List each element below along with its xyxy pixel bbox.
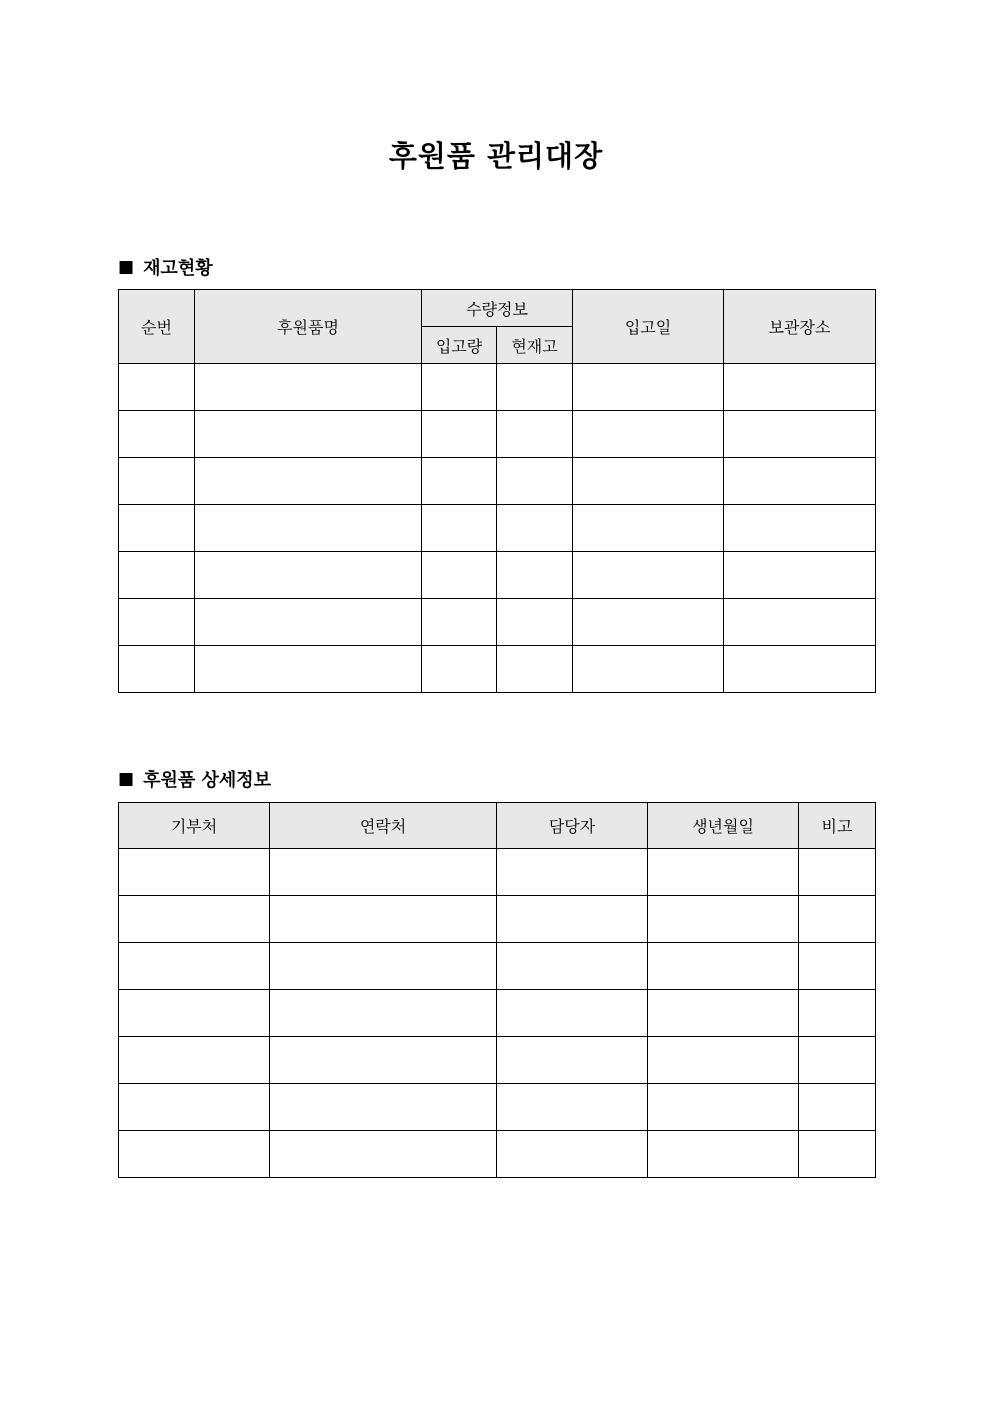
col-header-in-date: 입고일 xyxy=(573,290,724,364)
table-cell[interactable] xyxy=(648,990,799,1037)
table-cell[interactable] xyxy=(648,1131,799,1178)
table-cell[interactable] xyxy=(799,896,876,943)
table-cell[interactable] xyxy=(724,458,876,505)
col-header-contact: 연락처 xyxy=(270,803,497,849)
table-cell[interactable] xyxy=(270,1131,497,1178)
table-cell[interactable] xyxy=(119,364,195,411)
table-cell[interactable] xyxy=(270,943,497,990)
table-cell[interactable] xyxy=(497,896,648,943)
col-header-note: 비고 xyxy=(799,803,876,849)
table-cell[interactable] xyxy=(422,505,497,552)
table-cell[interactable] xyxy=(573,364,724,411)
table-cell[interactable] xyxy=(799,849,876,896)
table-row xyxy=(119,849,876,896)
detail-section-heading xyxy=(118,766,271,792)
stock-section-heading xyxy=(118,254,213,280)
table-cell[interactable] xyxy=(497,458,573,505)
table-cell[interactable] xyxy=(270,1084,497,1131)
table-row xyxy=(119,552,876,599)
table-cell[interactable] xyxy=(497,943,648,990)
table-cell[interactable] xyxy=(648,849,799,896)
col-header-manager: 담당자 xyxy=(497,803,648,849)
table-cell[interactable] xyxy=(119,646,195,693)
col-header-qty-in: 입고량 xyxy=(422,327,497,364)
table-cell[interactable] xyxy=(119,1084,270,1131)
table-cell[interactable] xyxy=(573,411,724,458)
table-cell[interactable] xyxy=(270,896,497,943)
table-cell[interactable] xyxy=(573,599,724,646)
col-header-donor: 기부처 xyxy=(119,803,270,849)
table-row xyxy=(119,599,876,646)
col-header-storage: 보관장소 xyxy=(724,290,876,364)
table-cell[interactable] xyxy=(119,896,270,943)
page-title: 후원품 관리대장 xyxy=(388,139,604,173)
table-row xyxy=(119,943,876,990)
table-cell[interactable] xyxy=(497,1084,648,1131)
table-cell[interactable] xyxy=(497,646,573,693)
table-cell[interactable] xyxy=(195,364,422,411)
table-cell[interactable] xyxy=(497,990,648,1037)
table-cell[interactable] xyxy=(724,552,876,599)
table-cell[interactable] xyxy=(119,943,270,990)
table-cell[interactable] xyxy=(648,1084,799,1131)
table-row xyxy=(119,1037,876,1084)
table-cell[interactable] xyxy=(119,1131,270,1178)
table-cell[interactable] xyxy=(119,599,195,646)
table-cell[interactable] xyxy=(497,364,573,411)
table-cell[interactable] xyxy=(270,849,497,896)
table-cell[interactable] xyxy=(724,646,876,693)
col-header-qty-info: 수량정보 xyxy=(422,290,573,327)
table-row xyxy=(119,411,876,458)
table-cell[interactable] xyxy=(195,552,422,599)
col-header-item-name: 후원품명 xyxy=(195,290,422,364)
col-header-birthdate: 생년월일 xyxy=(648,803,799,849)
table-cell[interactable] xyxy=(497,1037,648,1084)
table-row xyxy=(119,364,876,411)
stock-table xyxy=(118,289,876,693)
table-cell[interactable] xyxy=(195,411,422,458)
table-cell[interactable] xyxy=(724,411,876,458)
table-cell[interactable] xyxy=(270,990,497,1037)
table-cell[interactable] xyxy=(195,646,422,693)
table-cell[interactable] xyxy=(422,599,497,646)
table-cell[interactable] xyxy=(573,646,724,693)
table-cell[interactable] xyxy=(422,411,497,458)
table-cell[interactable] xyxy=(573,458,724,505)
table-cell[interactable] xyxy=(648,943,799,990)
table-cell[interactable] xyxy=(497,1131,648,1178)
table-cell[interactable] xyxy=(799,943,876,990)
table-cell[interactable] xyxy=(724,364,876,411)
table-cell[interactable] xyxy=(573,552,724,599)
table-cell[interactable] xyxy=(195,505,422,552)
table-cell[interactable] xyxy=(422,364,497,411)
square-bullet-icon: ■ xyxy=(118,769,135,789)
table-cell[interactable] xyxy=(119,849,270,896)
table-cell[interactable] xyxy=(573,505,724,552)
table-cell[interactable] xyxy=(422,646,497,693)
stock-section-title: 재고현황 xyxy=(143,258,213,279)
table-cell[interactable] xyxy=(119,1037,270,1084)
table-cell[interactable] xyxy=(497,849,648,896)
table-row xyxy=(119,458,876,505)
table-cell[interactable] xyxy=(119,458,195,505)
table-cell[interactable] xyxy=(724,505,876,552)
table-row xyxy=(119,896,876,943)
table-row xyxy=(119,990,876,1037)
table-cell[interactable] xyxy=(497,505,573,552)
table-cell[interactable] xyxy=(724,599,876,646)
table-cell[interactable] xyxy=(497,599,573,646)
table-cell[interactable] xyxy=(799,1131,876,1178)
col-header-seq: 순번 xyxy=(119,290,195,364)
table-row xyxy=(119,505,876,552)
table-cell[interactable] xyxy=(799,990,876,1037)
table-cell[interactable] xyxy=(422,458,497,505)
table-cell[interactable] xyxy=(497,411,573,458)
col-header-qty-current: 현재고 xyxy=(497,327,573,364)
table-cell[interactable] xyxy=(119,411,195,458)
table-cell[interactable] xyxy=(119,552,195,599)
table-cell[interactable] xyxy=(195,458,422,505)
table-cell[interactable] xyxy=(270,1037,497,1084)
table-cell[interactable] xyxy=(648,1037,799,1084)
table-cell[interactable] xyxy=(422,552,497,599)
table-cell[interactable] xyxy=(195,599,422,646)
table-row xyxy=(119,1084,876,1131)
table-cell[interactable] xyxy=(799,1037,876,1084)
table-row xyxy=(119,1131,876,1178)
table-cell[interactable] xyxy=(497,552,573,599)
table-cell[interactable] xyxy=(119,505,195,552)
table-cell[interactable] xyxy=(119,990,270,1037)
square-bullet-icon: ■ xyxy=(118,257,135,277)
table-cell[interactable] xyxy=(648,896,799,943)
detail-table xyxy=(118,802,876,1178)
detail-section-title: 후원품 상세정보 xyxy=(143,770,272,791)
table-cell[interactable] xyxy=(799,1084,876,1131)
table-row xyxy=(119,646,876,693)
